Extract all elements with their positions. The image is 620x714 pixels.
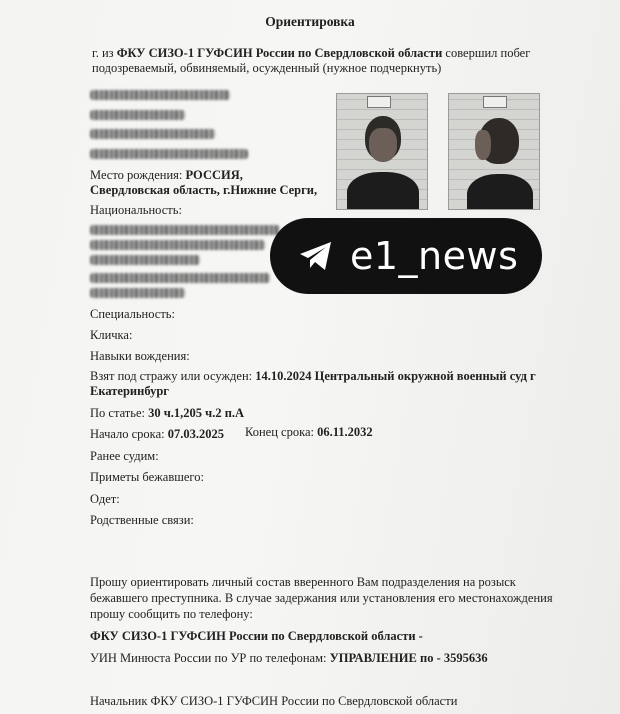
watermark-badge <box>270 218 542 294</box>
redacted-address-1 <box>90 225 280 235</box>
request-line-3: прошу сообщить по телефону: <box>90 607 253 621</box>
article-label: По статье: <box>90 406 145 420</box>
intro-line-1 <box>92 46 530 61</box>
contact-line-prefix: УИН Минюста России по УР по телефонам: <box>90 651 327 665</box>
term-start-label: Начало срока: <box>90 427 165 441</box>
term-start-value: 07.03.2025 <box>167 427 224 441</box>
term-end-row <box>245 425 373 440</box>
redacted-patronymic <box>90 129 215 139</box>
custody-label: Взят под стражу или осужден: <box>90 369 253 383</box>
redacted-address-5 <box>90 288 185 298</box>
dressed-label: Одет: <box>90 492 120 506</box>
intro-prefix: г. из <box>92 46 114 60</box>
redacted-name <box>90 110 185 120</box>
birthplace-value-2: Свердловская область, г.Нижние Серги, <box>90 183 318 197</box>
driving-label: Навыки вождения: <box>90 349 190 363</box>
prior-label: Ранее судим: <box>90 449 159 463</box>
watermark-text: e1_news <box>350 234 519 278</box>
request-line-2: бежавшего преступника. В случае задержания или установления его местонахождения <box>90 591 553 605</box>
custody-row <box>90 369 536 384</box>
nationality-label: Национальность: <box>90 203 182 217</box>
term-end-label: Конец срока: <box>245 425 314 439</box>
telegram-icon <box>298 240 334 272</box>
footer-line: Начальник ФКУ СИЗО-1 ГУФСИН России по Свердловской области <box>90 694 458 708</box>
specialty-label: Специальность: <box>90 307 175 321</box>
birthplace-label: Место рождения: <box>90 168 183 182</box>
intro-suffix: совершил побег <box>445 46 531 60</box>
contact-line-phone: УПРАВЛЕНИЕ по - 3595636 <box>329 651 488 665</box>
request-line-1: Прошу ориентировать личный состав вверенного Вам подразделения на розыск <box>90 575 516 589</box>
intro-line-2: подозреваемый, обвиняемый, осужденный (нужное подчеркнуть) <box>92 61 442 75</box>
mugshot-profile <box>448 93 540 210</box>
nickname-label: Кличка: <box>90 328 133 342</box>
term-start-row <box>90 427 224 442</box>
redacted-address-3 <box>90 255 200 265</box>
redacted-surname <box>90 90 230 100</box>
article-row <box>90 406 244 421</box>
intro-org: ФКУ СИЗО-1 ГУФСИН России по Свердловской области <box>116 46 443 60</box>
relatives-label: Родственные связи: <box>90 513 194 527</box>
mugshot-front <box>336 93 428 210</box>
document-title: Ориентировка <box>265 14 355 29</box>
contact-org: ФКУ СИЗО-1 ГУФСИН России по Свердловской области - <box>90 629 423 643</box>
custody-value: 14.10.2024 Центральный окружной военный суд г <box>255 369 536 383</box>
signs-label: Приметы бежавшего: <box>90 470 204 484</box>
custody-value-2: Екатеринбург <box>90 384 169 398</box>
redacted-address-4 <box>90 273 270 283</box>
article-value: 30 ч.1,205 ч.2 п.А <box>148 406 245 420</box>
birthplace-value: РОССИЯ, <box>185 168 243 182</box>
contact-line <box>90 651 488 666</box>
birthplace-row <box>90 168 243 183</box>
redacted-address-2 <box>90 240 265 250</box>
redacted-birthdate <box>90 149 248 159</box>
term-end-value: 06.11.2032 <box>317 425 373 439</box>
